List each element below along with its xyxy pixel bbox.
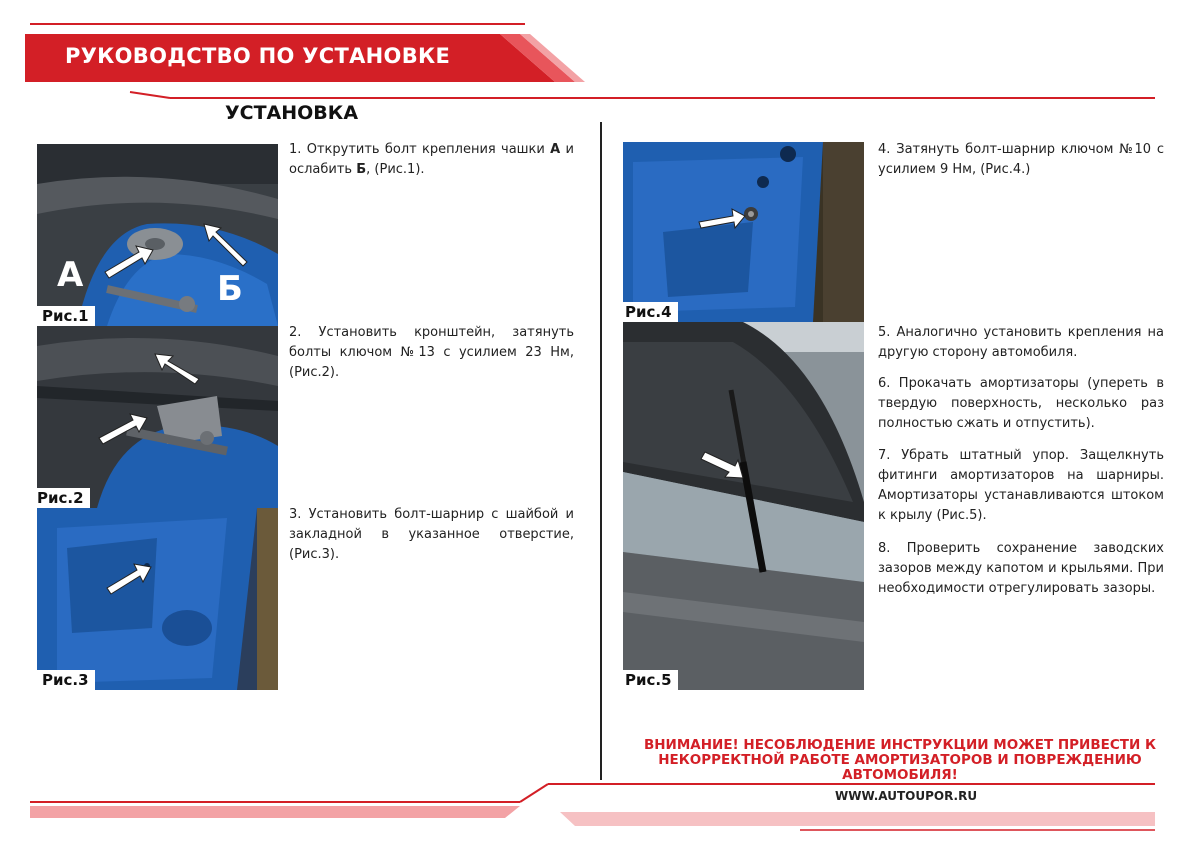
footer-banner [0,770,1181,853]
figure-1-label: Рис.1 [37,306,95,326]
figure-3-photo [37,508,278,690]
figure-4-label: Рис.4 [620,302,678,322]
figure-1-mark-b: Б [217,269,243,309]
step-1-text: 1. Открутить болт крепления чашки А и ослабить Б, (Рис.1). [289,142,574,177]
step-6-text: 6. Прокачать амортизаторы (упереть в твердую поверхность, несколько раз полностью сжать и отпустить). [878,376,1164,431]
figure-1-mark-a: А [57,255,84,295]
step-3-text: 3. Установить болт-шарнир с шайбой и закладной в указанное отверстие, (Рис.3). [289,507,574,562]
figure-5-label: Рис.5 [620,670,678,690]
figure-3-label: Рис.3 [37,670,95,690]
figure-2-photo [37,326,278,508]
page-header-title: РУКОВОДСТВО ПО УСТАНОВКЕ [65,44,451,68]
column-divider [600,122,602,780]
figure-2-label: Рис.2 [32,488,90,508]
figure-5-photo [623,322,864,690]
step-5-text: 5. Аналогично установить крепления на другую сторону автомобиля. [878,325,1164,360]
figure-4-photo [623,142,864,322]
warning-notice: ВНИМАНИЕ! НЕСОБЛЮДЕНИЕ ИНСТРУКЦИИ МОЖЕТ ПРИВЕСТИ К НЕКОРРЕКТНОЙ РАБОТЕ АМОРТИЗАТОРОВ И ПОВРЕЖДЕНИЮ АВТОМОБИЛЯ! [643,737,1157,783]
website-link[interactable]: WWW.AUTOUPOR.RU [835,789,978,803]
step-4-text: 4. Затянуть болт-шарнир ключом №10 с усилием 9 Нм, (Рис.4.) [878,142,1164,177]
step-8-text: 8. Проверить сохранение заводских зазоров между капотом и крыльями. При необходимости отрегулировать зазоры. [878,541,1164,596]
section-title: УСТАНОВКА [225,102,359,124]
step-7-text: 7. Убрать штатный упор. Защелкнуть фитинги амортизаторов на шарниры. Амортизаторы устанавливаются штоком к крылу (Рис.5). [878,448,1164,523]
figure-1-photo [37,144,278,326]
step-2-text: 2. Установить кронштейн, затянуть болты ключом №13 с усилием 23 Нм, (Рис.2). [289,325,574,380]
